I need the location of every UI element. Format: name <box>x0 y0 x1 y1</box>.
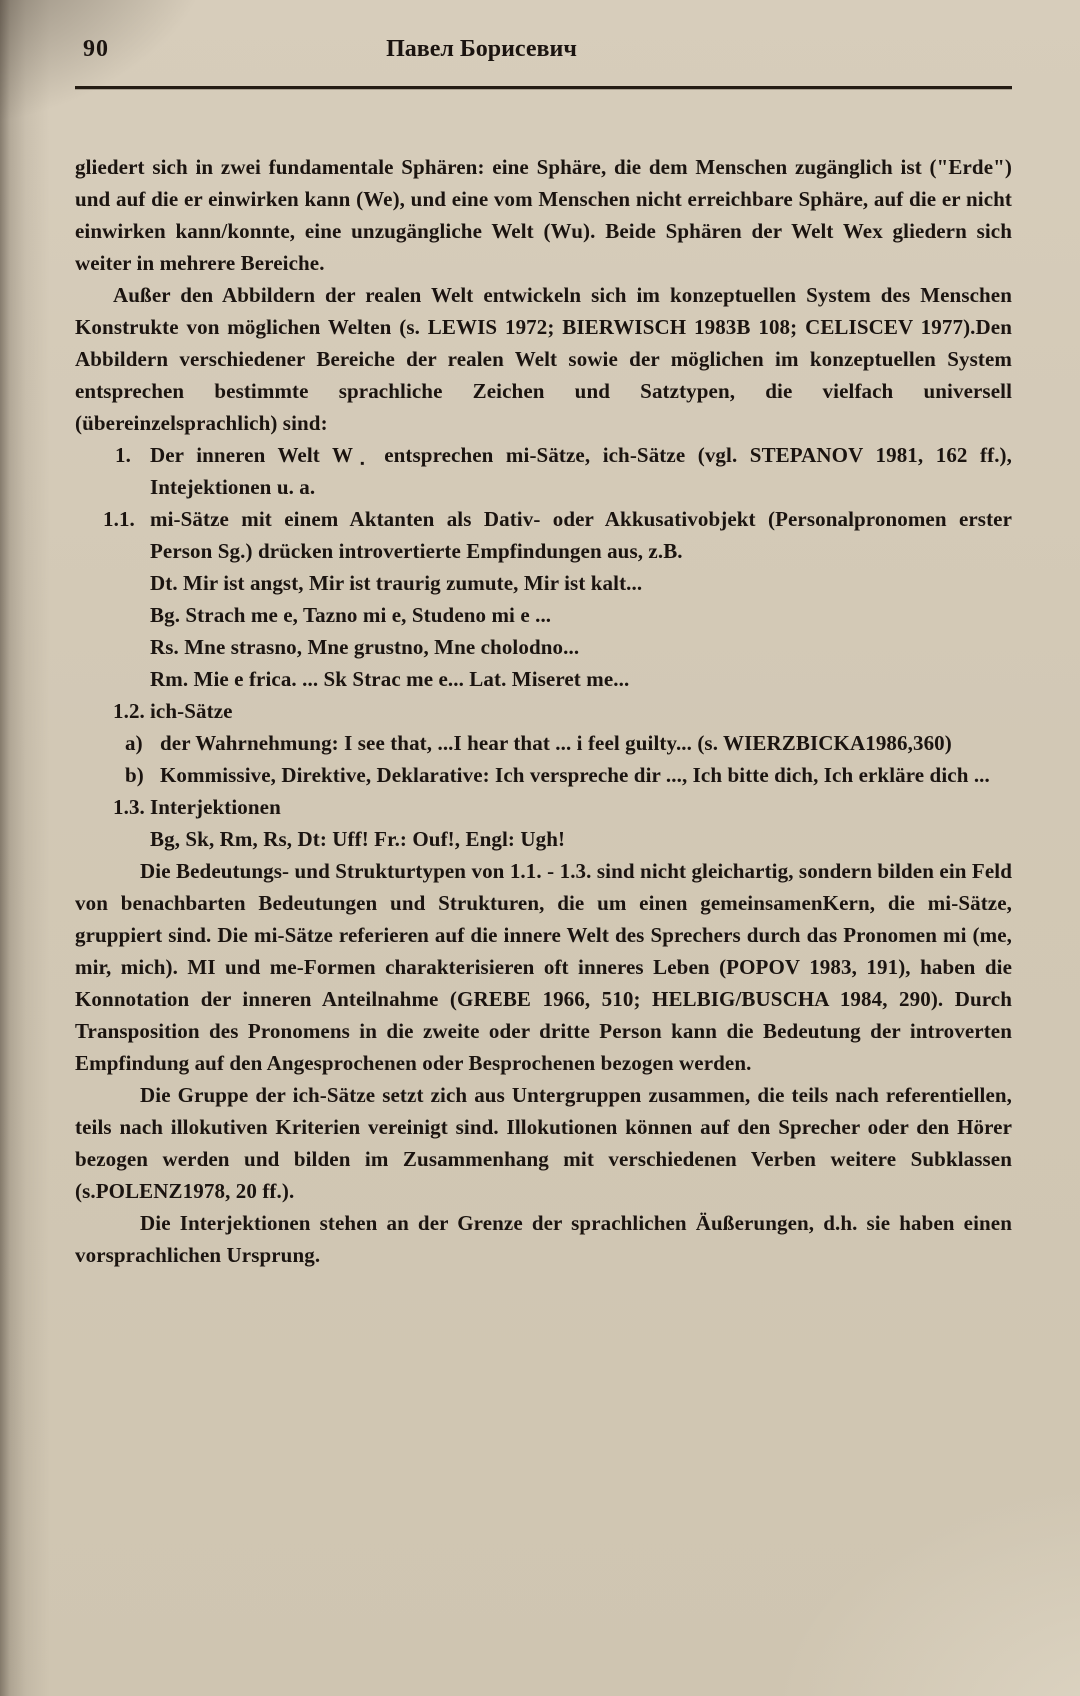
list-item-1-1 <box>75 503 1012 567</box>
list-item-1-3-text: Interjektionen <box>150 795 281 819</box>
list-marker: b) <box>125 763 144 787</box>
list-item-1-2-text: ich-Sätze <box>150 699 233 723</box>
paragraph-ich-saetze-gruppe: Die Gruppe der ich-Sätze setzt zich aus Untergruppen zusammen, die teils nach referentiellen, teils nach illokutiven Kriterien vereinigt sind. Illokutionen können auf den Sprecher oder den Hörer bezogen werden und bilden im Zusammenhang mit verschiedenen Verben weitere Subklassen (s.POLENZ1978, 20 ff.). <box>75 1083 1012 1203</box>
list-marker: a) <box>125 731 143 755</box>
running-head <box>75 36 1012 68</box>
running-head-title: Павел Борисевич <box>386 36 577 62</box>
paragraph-interjektionen: Die Interjektionen stehen an der Grenze der sprachlichen Äußerungen, d.h. sie haben einen vorsprachlichen Ursprung. <box>75 1211 1012 1267</box>
page-content <box>75 0 1012 1271</box>
example-line-rs: Rs. Mne strasno, Mne grustno, Mne cholodno... <box>150 635 580 659</box>
w-subscript: ▪ <box>353 456 372 470</box>
list-marker: 1. <box>115 443 131 467</box>
header-rule <box>75 86 1012 89</box>
list-item-1-1-text: mi-Sätze mit einem Aktanten als Dativ- oder Akkusativobjekt (Personalpronomen erster Person Sg.) drücken introvertierte Empfindungen aus, z.B. <box>150 507 1012 563</box>
list-item-a <box>75 727 1012 759</box>
list-item-b-text: Kommissive, Direktive, Deklarative: Ich verspreche dir ..., Ich bitte dich, Ich erkläre dich ... <box>160 763 990 787</box>
paragraph-bedeutungstypen: Die Bedeutungs- und Strukturtypen von 1.1. - 1.3. sind nicht gleichartig, sondern bilden ein Feld von benachbarten Bedeutungen und Strukturen, die um einen gemeinsamenKern, die mi-Sätze, gruppiert sind. Die mi-Sätze referieren auf die innere Welt des Sprechers durch das Pronomen mi (me, mir, mich). MI und me-Formen charakterisieren oft inneres Leben (POPOV 1983, 191), haben die Konnotation der inneren Anteilnahme (GREBE 1966, 510; HELBIG/BUSCHA 1984, 290). Durch Transposition des Pronomens in die zweite oder dritte Person kann die Bedeutung der introverten Empfindung auf den Angesprochenen oder Besprochenen bezogen werden. <box>75 859 1012 1075</box>
list-item-1 <box>75 439 1012 503</box>
list-marker: 1.1. <box>103 507 135 531</box>
list-item-1-text-before: Der inneren Welt W <box>150 443 354 467</box>
list-marker: 1.3. <box>113 795 145 819</box>
list-item-a-text: der Wahrnehmung: I see that, ...I hear that ... i feel guilty... (s. WIERZBICKA1986,360) <box>160 731 952 755</box>
paragraph-continuation: gliedert sich in zwei fundamentale Sphären: eine Sphäre, die dem Menschen zugänglich ist ("Erde") und auf die er einwirken kann (We), und eine vom Menschen nicht erreichbare Sphäre, auf die er nicht einwirken kann/konnte, eine unzugängliche Welt (Wu). Beide Sphären der Welt Wex gliedern sich weiter in mehrere Bereiche. <box>75 155 1012 275</box>
page-number: 90 <box>83 36 109 62</box>
example-line-rm: Rm. Mie e frica. ... Sk Strac me e... Lat. Miseret me... <box>150 667 630 691</box>
list-item-1-3 <box>75 791 1012 823</box>
list-item-b <box>75 759 1012 791</box>
paragraph-konzeptuelles-system: Außer den Abbildern der realen Welt entwickeln sich im konzeptuellen System des Menschen Konstrukte von möglichen Welten (s. LEWIS 1972; BIERWISCH 1983B 108; CELISCEV 1977).Den Abbildern verschiedener Bereiche der realen Welt sowie der möglichen im konzeptuellen System entsprechen bestimmte sprachliche Zeichen und Satztypen, die vielfach universell (übereinzelsprachlich) sind: <box>75 283 1012 435</box>
example-line-bg: Bg. Strach me e, Tazno mi e, Studeno mi e ... <box>150 603 552 627</box>
list-item-1-2 <box>75 695 1012 727</box>
page-body <box>75 151 1012 1271</box>
interjections-line: Bg, Sk, Rm, Rs, Dt: Uff! Fr.: Ouf!, Engl: Ugh! <box>150 827 566 851</box>
example-line-dt: Dt. Mir ist angst, Mir ist traurig zumute, Mir ist kalt... <box>150 571 643 595</box>
list-marker: 1.2. <box>113 699 145 723</box>
list-item-1-text-after: entsprechen mi-Sätze, ich-Sätze (vgl. STEPANOV 1981, 162 ff.), Intejektionen u. a. <box>150 443 1013 499</box>
